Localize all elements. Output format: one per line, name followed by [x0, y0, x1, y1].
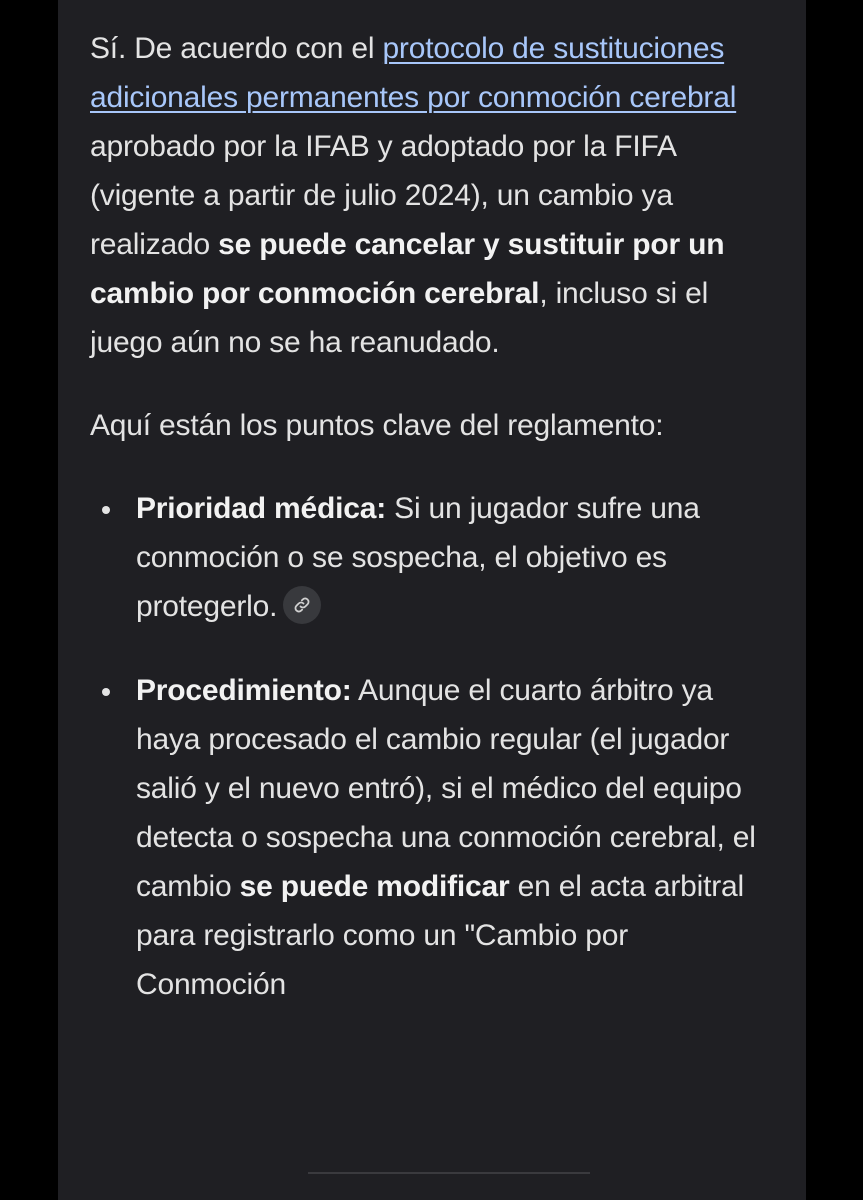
point-text-after: en el acta arbitral para registrarlo como un "Cambio por Conmoción: [136, 870, 744, 1001]
point-text: Si un jugador sufre una conmoción o se sospecha, el objetivo es protegerlo.: [136, 492, 700, 623]
answer-content: [90, 24, 780, 1044]
scroll-divider: [308, 1172, 590, 1174]
intro-after-link: aprobado por la IFAB y adoptado por la FIFA (vigente a partir de julio 2024), un cambio ya realizado: [90, 130, 676, 261]
point-label: Prioridad médica:: [136, 492, 387, 525]
intro-paragraph: [90, 24, 780, 367]
intro-bold: se puede cancelar y sustituir por un cambio por conmoción cerebral: [90, 228, 725, 310]
point-label: Procedimiento:: [136, 674, 352, 707]
intro-tail: , incluso si el juego aún no se ha reanudado.: [90, 277, 709, 359]
point-text-before: Aunque el cuarto árbitro ya haya procesado el cambio regular (el jugador salió y el nuevo entró), si el médico del equipo detecta o sospecha una conmoción cerebral, el cambio: [136, 674, 756, 903]
list-item: [90, 484, 780, 631]
points-heading: Aquí están los puntos clave del reglamento:: [90, 409, 664, 442]
key-points-list: [90, 484, 780, 1009]
response-panel: [58, 0, 806, 1200]
link-icon[interactable]: [283, 586, 321, 624]
bullet-icon: [102, 506, 110, 514]
protocol-link[interactable]: protocolo de sustituciones adicionales permanentes por conmoción cerebral: [90, 32, 737, 114]
bullet-icon: [102, 688, 110, 696]
intro-lead: Sí. De acuerdo con el: [90, 32, 383, 65]
list-item: [90, 666, 780, 1009]
point-bold: se puede modificar: [239, 870, 510, 903]
